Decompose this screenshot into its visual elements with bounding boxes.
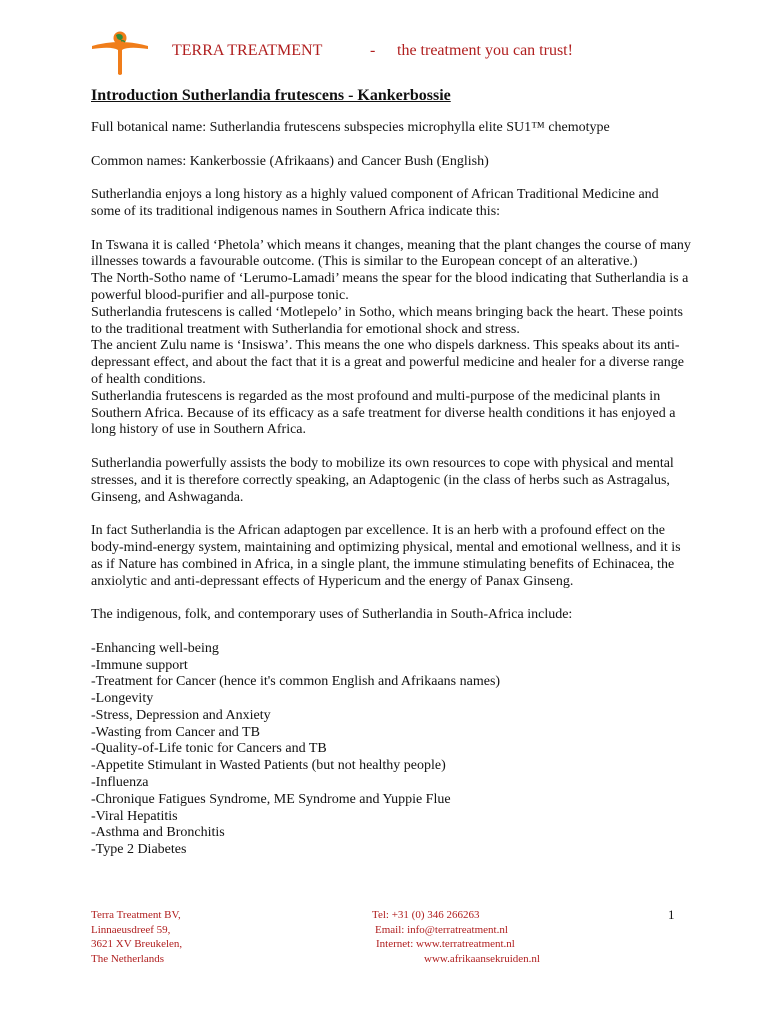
list-item: -Treatment for Cancer (hence it's common English and Afrikaans names) xyxy=(91,674,501,690)
uses-list xyxy=(91,641,691,859)
paragraph-north-sotho: The North-Sotho name of ‘Lerumo-Lamadi’ means the spear for the blood indicating that Sutherlandia is a powerful blood-purifier and all-purpose tonic. xyxy=(91,271,689,303)
terra-treatment-logo-icon xyxy=(88,28,152,78)
document-body xyxy=(91,86,691,859)
paragraph-adaptogenic: Sutherlandia powerfully assists the body to mobilize its own resources to cope with physical and mental stresses, and it is therefore correctly speaking, an Adaptogenic (in the class of herbs such as Astragalus, Ginseng, and Ashwaganda. xyxy=(91,455,674,505)
list-item: -Influenza xyxy=(91,775,149,791)
paragraph-uses-intro: The indigenous, folk, and contemporary uses of Sutherlandia in South-Africa include: xyxy=(91,607,573,623)
paragraph-botanical-name: Full botanical name: Sutherlandia frutescens subspecies microphylla elite SU1™ chemotype xyxy=(91,120,610,135)
footer-street: Linnaeusdreef 59, xyxy=(91,923,171,936)
footer-contact xyxy=(372,908,540,966)
brand-name: TERRA TREATMENT xyxy=(172,42,323,59)
list-item: -Immune support xyxy=(91,657,188,673)
list-item: -Wasting from Cancer and TB xyxy=(91,724,260,740)
list-item: -Chronique Fatigues Syndrome, ME Syndrome and Yuppie Flue xyxy=(91,791,451,807)
paragraph-profound: Sutherlandia frutescens is regarded as the most profound and multi-purpose of the medicinal plants in Southern Africa. Because of its efficacy as a safe treatment for diverse health conditions it has enjoyed a long history of use in Southern Africa. xyxy=(91,388,676,438)
paragraph-tswana: In Tswana it is called ‘Phetola’ which means it changes, meaning that the plant changes the course of many illnesses towards a favourable outcome. (This is similar to the European concept of an alterative.) xyxy=(91,237,691,270)
list-item: -Longevity xyxy=(91,691,154,707)
paragraph-zulu: The ancient Zulu name is ‘Insiswa’. This means the one who dispels darkness. This speaks about its anti-depressant effect, and about the fact that it is a great and powerful medicine and healer for a diverse range of health conditions. xyxy=(91,338,684,387)
list-item: -Quality-of-Life tonic for Cancers and TB xyxy=(91,741,327,757)
paragraph-adaptogen: In fact Sutherlandia is the African adaptogen par excellence. It is an herb with a profound effect on the body-mind-energy system, maintaining and optimizing physical, mental and emotional wellness, and it is as if Nature has combined in Africa, in a single plant, the immune stimulating benefits of Echinacea, the anxiolytic and anti-depressant effects of Hypericum and the energy of Panax Ginseng. xyxy=(91,523,681,589)
list-item: -Stress, Depression and Anxiety xyxy=(91,707,271,723)
list-item: -Asthma and Bronchitis xyxy=(91,825,225,841)
footer-website2[interactable]: www.afrikaansekruiden.nl xyxy=(424,952,540,965)
paragraph-common-names: Common names: Kankerbossie (Afrikaans) and Cancer Bush (English) xyxy=(91,153,489,169)
paragraph-history: Sutherlandia enjoys a long history as a highly valued component of African Traditional Medicine and some of its traditional indigenous names in Southern Africa indicate this: xyxy=(91,187,659,219)
footer-internet[interactable]: Internet: www.terratreatment.nl xyxy=(376,938,515,950)
footer-tel: Tel: +31 (0) 346 266263 xyxy=(372,909,480,921)
page-number: 1 xyxy=(668,907,675,922)
page-header xyxy=(88,28,708,78)
list-item: -Enhancing well-being xyxy=(91,640,219,656)
footer-address xyxy=(91,908,182,966)
paragraph-sotho: Sutherlandia frutescens is called ‘Motlepelo’ in Sotho, which means bringing back the heart. These points to the traditional treatment with Sutherlandia for emotional shock and stress. xyxy=(91,304,683,337)
footer-email[interactable]: Email: info@terratreatment.nl xyxy=(375,923,508,936)
list-item: -Type 2 Diabetes xyxy=(91,842,187,858)
footer-country: The Netherlands xyxy=(91,952,164,965)
list-item: -Viral Hepatitis xyxy=(91,808,178,824)
header-separator: - xyxy=(370,42,376,59)
footer-city: 3621 XV Breukelen, xyxy=(91,938,183,950)
document-title: Introduction Sutherlandia frutescens - Kankerbossie xyxy=(91,87,451,104)
footer-company: Terra Treatment BV, xyxy=(91,909,181,921)
list-item: -Appetite Stimulant in Wasted Patients (but not healthy people) xyxy=(91,758,446,774)
tagline: the treatment you can trust! xyxy=(397,42,573,59)
